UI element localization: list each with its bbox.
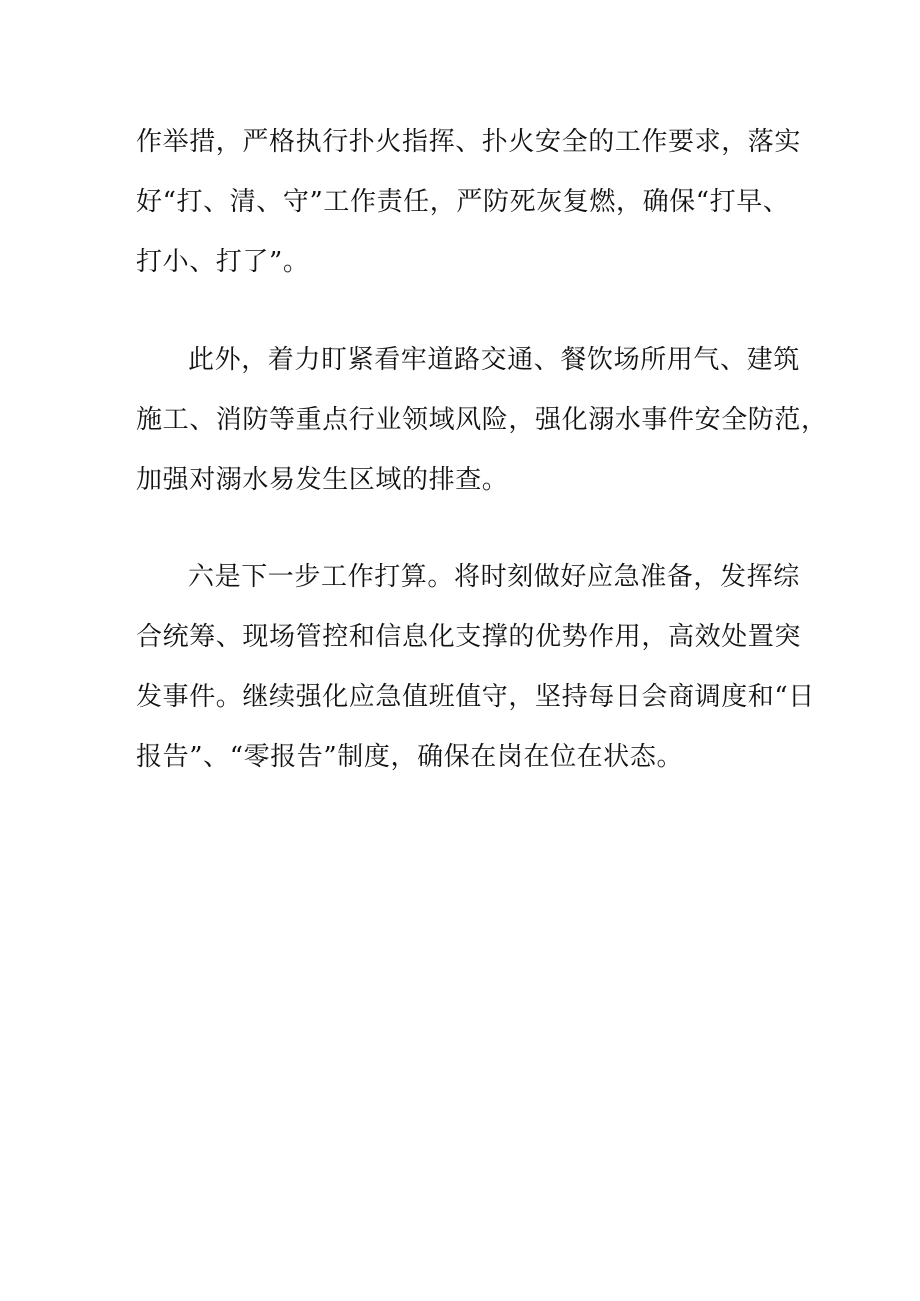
text-line: 好“打、清、守”工作责任，严防死灰复燃，确保“打早、	[136, 187, 790, 217]
text-line: 合统筹、现场管控和信息化支撑的优势作用，高效处置突	[136, 622, 802, 652]
paragraph-next-steps	[136, 547, 815, 787]
text-line: 发事件。继续强化应急值班值守，坚持每日会商调度和“日	[136, 682, 815, 712]
text-line: 作举措，严格执行扑火指挥、扑火安全的工作要求，落实	[136, 127, 802, 157]
text-line: 打小、打了”。	[136, 247, 310, 277]
text-line: 报告”、“零报告”制度，确保在岗在位在状态。	[136, 742, 684, 772]
paragraph-continuation	[136, 112, 802, 292]
text-line: 此外，着力盯紧看牢道路交通、餐饮场所用气、建筑	[188, 345, 800, 375]
paragraph-risk-prevention	[136, 330, 828, 510]
text-line: 六是下一步工作打算。将时刻做好应急准备，发挥综	[188, 562, 800, 592]
text-line: 加强对溺水易发生区域的排查。	[136, 465, 509, 495]
text-line: 施工、消防等重点行业领域风险，强化溺水事件安全防范，	[136, 405, 828, 435]
